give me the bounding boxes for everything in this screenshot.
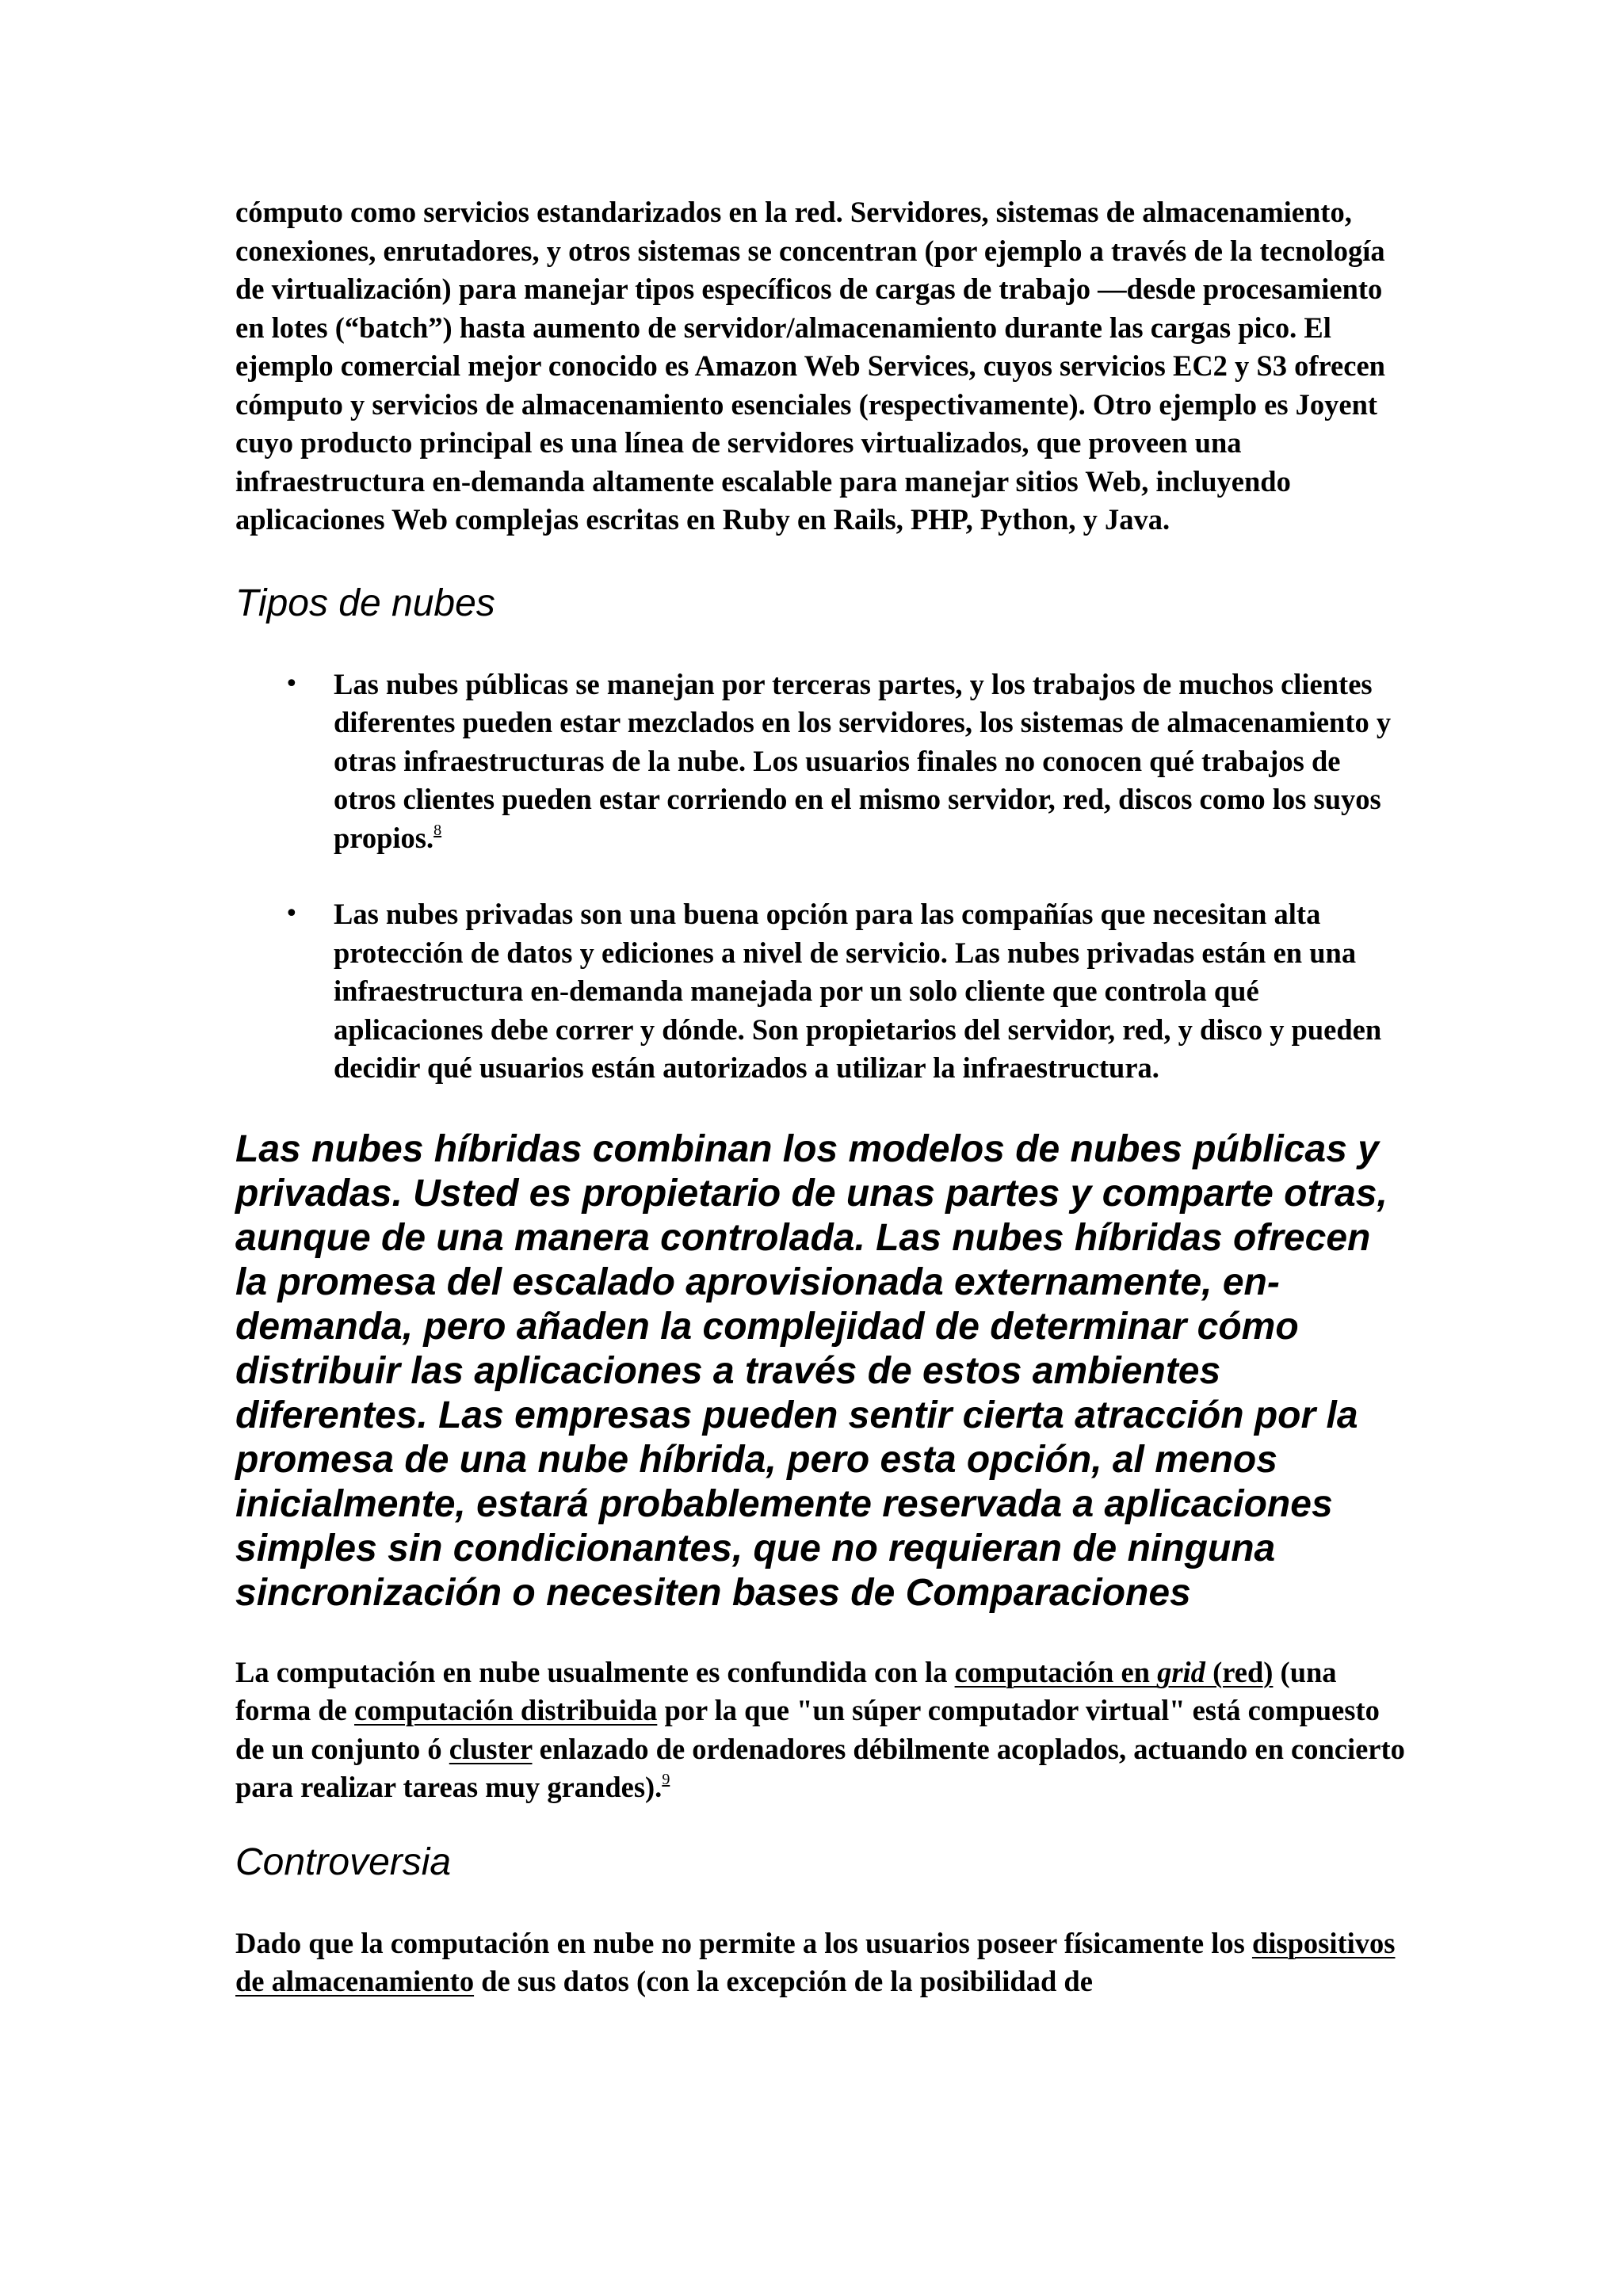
footnote-ref-8[interactable]: 8 xyxy=(433,821,442,839)
bullet-icon: • xyxy=(285,900,299,928)
text-run: enlazado de ordenadores débilmente acoplados, actuando en concierto para realizar tareas muy grandes). xyxy=(235,1732,1405,1803)
text-run: (una forma de xyxy=(235,1655,1337,1726)
link-computacion-en-grid[interactable] xyxy=(955,1656,1274,1688)
link-text-italic: grid xyxy=(1157,1655,1205,1688)
heading-tipos-de-nubes: Tipos de nubes xyxy=(235,582,495,624)
list-item-text: Las nubes públicas se manejan por terceras partes, y los trabajos de muchos clientes diferentes pueden estar mezclados en los servidores, los sistemas de almacenamiento y otras infraestructuras de la nube. Los usuarios finales no conocen qué trabajos de otros clientes pueden estar corriendo en el mismo servidor, red, discos como los suyos propios. xyxy=(334,667,1392,854)
heading-controversia: Controversia xyxy=(235,1840,452,1883)
paragraph-cloud-services: cómputo como servicios estandarizados en la red. Servidores, sistemas de almacenamiento, conexiones, enrutadores, y otros sistemas se concentran (por ejemplo a través de la tecnología de virtualización) para manejar tipos específicos de cargas de trabajo —desde procesamiento en lotes (“batch”) hasta aumento de servidor/almacenamiento durante las cargas pico. El ejemplo comercial mejor conocido es Amazon Web Services, cuyos servicios EC2 y S3 ofrecen cómputo y servicios de almacenamiento esenciales (respectivamente). Otro ejemplo es Joyent cuyo producto principal es una línea de servidores virtualizados, que proveen una infraestructura en-demanda altamente escalable para manejar sitios Web, incluyendo aplicaciones Web complejas escritas en Ruby en Rails, PHP, Python, y Java. xyxy=(235,196,1385,536)
cloud-types-list xyxy=(235,666,1408,1088)
list-item-public-clouds xyxy=(235,666,1408,858)
link-cluster[interactable]: cluster xyxy=(449,1732,533,1765)
link-dispositivos-de-almacenamiento[interactable]: dispositivos de almacenamiento xyxy=(235,1926,1396,1997)
link-text: computación en xyxy=(954,1655,1158,1688)
list-item-private-clouds xyxy=(235,895,1408,1088)
link-computacion-distribuida[interactable]: computación distribuida xyxy=(354,1694,658,1726)
bullet-icon: • xyxy=(285,669,299,698)
text-run: La computación en nube usualmente es confundida con la xyxy=(235,1655,955,1688)
footnote-ref-9[interactable]: 9 xyxy=(662,1771,670,1788)
paragraph-hybrid-clouds: Las nubes híbridas combinan los modelos de nubes públicas y privadas. Usted es propietario de unas partes y comparte otras, aunque de una manera controlada. Las nubes híbridas ofrecen la promesa del escalado aprovisionada externamente, en-demanda, pero añaden la complejidad de determinar cómo distribuir las aplicaciones a través de estos ambientes diferentes. Las empresas pueden sentir cierta atracción por la promesa de una nube híbrida, pero esta opción, al menos inicialmente, estará probablemente reservada a aplicaciones simples sin condicionantes, que no requieran de ninguna sincronización o necesiten bases de Comparaciones xyxy=(235,1127,1388,1614)
document-page xyxy=(235,193,1408,2001)
paragraph-controversia xyxy=(235,1924,1408,2001)
link-text: (red) xyxy=(1205,1655,1274,1688)
text-run: por la que "un súper computador virtual" está compuesto de un conjunto ó xyxy=(235,1694,1380,1765)
list-item-text: Las nubes privadas son una buena opción para las compañías que necesitan alta protección de datos y ediciones a nivel de servicio. Las nubes privadas están en una infraestructura en-demanda manejada por un solo cliente que controla qué aplicaciones debe correr y dónde. Son propietarios del servidor, red, y disco y pueden decidir qué usuarios están autorizados a utilizar la infraestructura. xyxy=(334,898,1382,1084)
paragraph-grid-computing xyxy=(235,1653,1408,1807)
text-run: de sus datos (con la excepción de la posibilidad de xyxy=(474,1965,1093,1997)
text-run: Dado que la computación en nube no permite a los usuarios poseer físicamente los xyxy=(235,1926,1252,1959)
